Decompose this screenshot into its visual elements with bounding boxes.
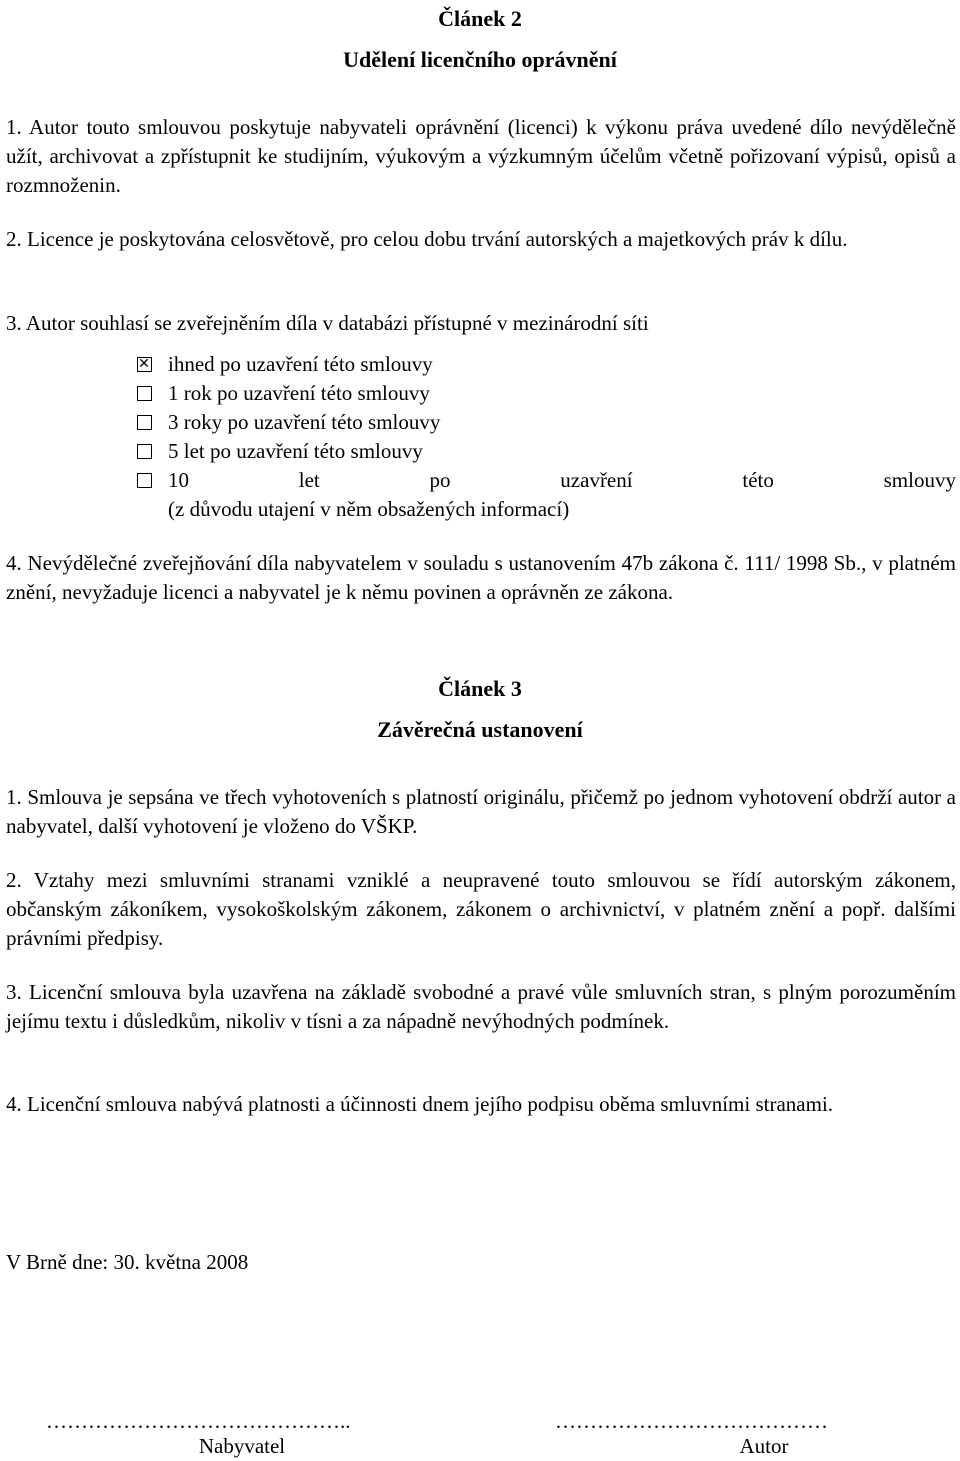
paragraph-text: Vztahy mezi smluvními stranami vzniklé a neupravené touto smlouvou se řídí autorským zákonem, občanským zákoníkem, vysokoškolským zákonem, zákonem o archivnictví, v platném znění a popř. dalšími právními předpisy. <box>6 868 957 950</box>
paragraph-number: 3. <box>6 311 22 335</box>
paragraph-number: 2. <box>6 227 22 251</box>
option-word: smlouvy <box>883 468 956 492</box>
check-x-icon: ✕ <box>138 356 150 372</box>
checkbox-unchecked[interactable] <box>137 386 152 401</box>
checkbox-unchecked[interactable] <box>137 415 152 430</box>
signature-label-buyer: Nabyvatel <box>198 1434 286 1458</box>
option-word: let <box>298 468 320 492</box>
publication-options <box>137 350 956 524</box>
article-2-paragraph-4 <box>6 549 956 607</box>
article-2-subheading: Udělení licenčního oprávnění <box>343 47 617 72</box>
paragraph-text: Nevýdělečné zveřejňování díla nabyvatelem v souladu s ustanovením 47b zákona č. 111/ 1998 Sb., v platném znění, nevyžaduje licenci a nabyvatel je k němu povinen a oprávněn ze zákona. <box>6 551 956 604</box>
signing-date: V Brně dne: 30. května 2008 <box>6 1250 249 1274</box>
option-3-years[interactable] <box>137 408 956 437</box>
option-word: po <box>429 468 451 492</box>
checkbox-checked[interactable] <box>137 357 152 372</box>
option-word: uzavření <box>560 468 633 492</box>
option-word: této <box>742 468 774 492</box>
article-3-paragraph-4 <box>6 1090 956 1119</box>
checkbox-unchecked[interactable] <box>137 473 152 488</box>
paragraph-number: 3. <box>6 980 22 1004</box>
option-label: 5 let po uzavření této smlouvy <box>168 439 423 463</box>
paragraph-text: Autor souhlasí se zveřejněním díla v databázi přístupné v mezinárodní síti <box>25 311 649 335</box>
option-label <box>168 466 956 495</box>
paragraph-text: Smlouva je sepsána ve třech vyhotoveních s platností originálu, přičemž po jednom vyhotovení obdrží autor a nabyvatel, další vyhotovení je vloženo do VŠKP. <box>6 785 956 838</box>
article-2-paragraph-3 <box>6 309 956 338</box>
paragraph-text: Autor touto smlouvou poskytuje nabyvateli oprávnění (licenci) k výkonu práva uvedené dílo nevýdělečně užít, archivovat a zpřístupnit ke studijním, výukovým a výzkumným účelům včetně pořizovaní výpisů, opisů a rozmnoženin. <box>6 115 956 197</box>
paragraph-number: 4. <box>6 1092 22 1116</box>
option-10-years[interactable] <box>137 466 956 495</box>
paragraph-number: 1. <box>6 785 22 809</box>
article-3-subheading: Závěrečná ustanovení <box>377 717 583 742</box>
option-1-year[interactable] <box>137 379 956 408</box>
paragraph-text: Licence je poskytována celosvětově, pro celou dobu trvání autorských a majetkových práv k dílu. <box>27 227 848 251</box>
option-label: 3 roky po uzavření této smlouvy <box>168 410 441 434</box>
article-3-paragraph-1 <box>6 783 956 841</box>
paragraph-number: 1. <box>6 115 22 139</box>
article-3-paragraph-2 <box>6 866 956 953</box>
option-label: 1 rok po uzavření této smlouvy <box>168 381 430 405</box>
option-5-years[interactable] <box>137 437 956 466</box>
paragraph-number: 2. <box>6 868 22 892</box>
option-immediately[interactable] <box>137 350 956 379</box>
article-3-paragraph-3 <box>6 978 956 1036</box>
checkbox-unchecked[interactable] <box>137 444 152 459</box>
article-2-heading: Článek 2 <box>438 6 522 31</box>
option-word: 10 <box>168 468 189 492</box>
paragraph-text: Licenční smlouva nabývá platnosti a účinnosti dnem jejího podpisu oběma smluvními stranami. <box>27 1092 834 1116</box>
signature-line-author: ………………………………… <box>555 1409 828 1433</box>
signature-label-author: Autor <box>739 1434 789 1458</box>
article-2-paragraph-1 <box>6 113 956 200</box>
option-10-years-note: (z důvodu utajení v něm obsažených informací) <box>168 497 570 521</box>
signature-line-buyer: …………………………………….. <box>46 1409 351 1433</box>
article-2-paragraph-2 <box>6 225 956 254</box>
paragraph-number: 4. <box>6 551 22 575</box>
paragraph-text: Licenční smlouva byla uzavřena na základě svobodné a pravé vůle smluvních stran, s plným porozuměním jejímu textu i důsledkům, nikoliv v tísni a za nápadně nevýhodných podmínek. <box>6 980 956 1033</box>
article-3-heading: Článek 3 <box>438 676 522 701</box>
option-label: ihned po uzavření této smlouvy <box>168 352 433 376</box>
